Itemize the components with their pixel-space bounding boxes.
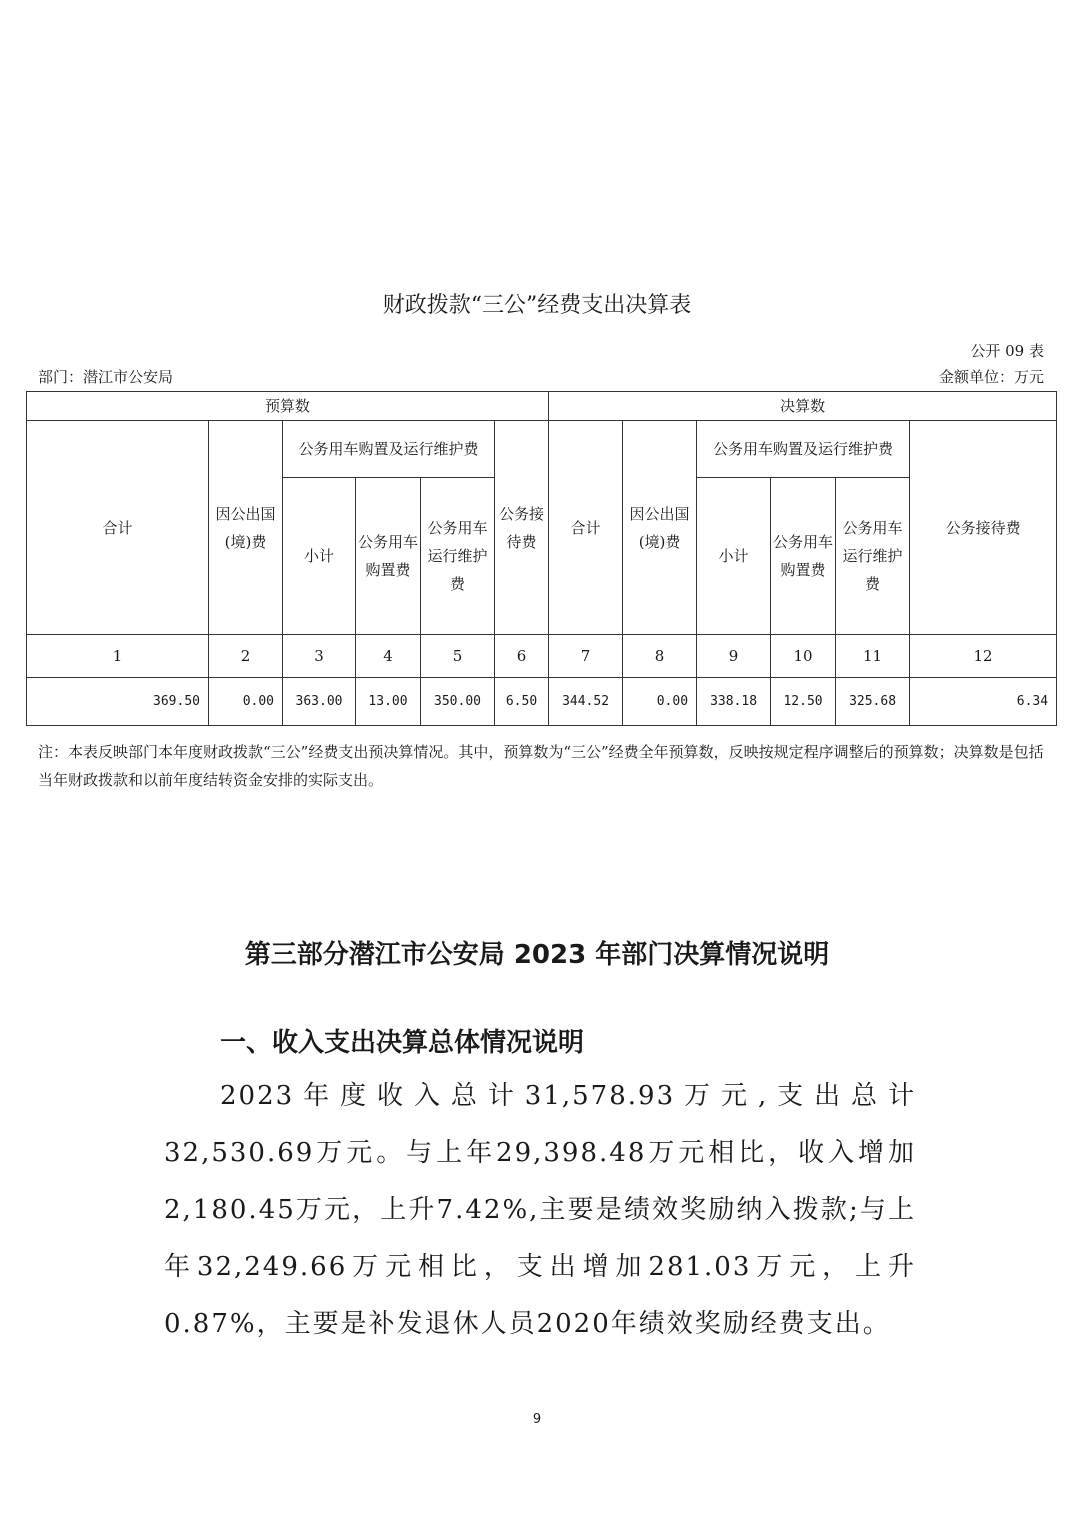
index-cell: 11: [836, 635, 910, 678]
value-cell: 6.34: [910, 678, 1057, 726]
final-vehicle-purchase-header: 公务用车购置费: [771, 478, 836, 635]
index-cell: 7: [549, 635, 623, 678]
page-number: 9: [532, 1412, 542, 1427]
value-row: [27, 678, 1057, 726]
value-cell: 350.00: [421, 678, 495, 726]
department-label: 部门：潜江市公安局: [38, 368, 174, 386]
index-row: [27, 635, 1057, 678]
three-public-expenses-table: [26, 391, 1057, 726]
document-title: 财政拨款“三公”经费支出决算表: [382, 293, 692, 318]
final-group-header: 决算数: [549, 392, 1057, 421]
value-cell: 0.00: [623, 678, 697, 726]
budget-total-header: 合计: [27, 421, 209, 635]
index-cell: 12: [910, 635, 1057, 678]
part-title: 第三部分潜江市公安局 2023 年部门决算情况说明: [244, 940, 830, 970]
value-cell: 338.18: [697, 678, 771, 726]
index-cell: 1: [27, 635, 209, 678]
budget-vehicle-purchase-header: 公务用车购置费: [356, 478, 421, 635]
index-cell: 8: [623, 635, 697, 678]
final-vehicle-group-header: 公务用车购置及运行维护费: [697, 421, 910, 478]
value-cell: 325.68: [836, 678, 910, 726]
index-cell: 6: [495, 635, 549, 678]
unit-label: 金额单位：万元: [938, 368, 1044, 386]
value-cell: 12.50: [771, 678, 836, 726]
final-vehicle-operation-header: 公务用车运行维护费: [836, 478, 910, 635]
value-cell: 6.50: [495, 678, 549, 726]
final-reception-header: 公务接待费: [910, 421, 1057, 635]
budget-abroad-header: 因公出国(境)费: [209, 421, 283, 635]
index-cell: 5: [421, 635, 495, 678]
section-title: 一、收入支出决算总体情况说明: [220, 1028, 585, 1058]
table-note: 注：本表反映部门本年度财政拨款“三公”经费支出预决算情况。其中，预算数为“三公”经费全年预算数，反映按规定程序调整后的预算数；决算数是包括当年财政拨款和以前年度结转资金安排的实际支出。: [38, 743, 1044, 789]
index-cell: 3: [283, 635, 356, 678]
budget-reception-header: 公务接待费: [495, 421, 549, 635]
budget-vehicle-group-header: 公务用车购置及运行维护费: [283, 421, 495, 478]
index-cell: 9: [697, 635, 771, 678]
value-cell: 0.00: [209, 678, 283, 726]
index-cell: 10: [771, 635, 836, 678]
final-abroad-header: 因公出国(境)费: [623, 421, 697, 635]
value-cell: 13.00: [356, 678, 421, 726]
value-cell: 363.00: [283, 678, 356, 726]
table-code: 公开 09 表: [970, 342, 1044, 360]
budget-subtotal-header: 小计: [283, 478, 356, 635]
body-paragraph: 2023年度收入总计31,578.93万元,支出总计32,530.69万元。与上年29,398.48万元相比，收入增加2,180.45万元，上升7.42%,主要是绩效奖励纳入拨款;与上年32,249.66万元相比，支出增加281.03万元，上升0.87%，主要是补发退休人员2020年绩效奖励经费支出。: [164, 1081, 916, 1339]
final-total-header: 合计: [549, 421, 623, 635]
index-cell: 2: [209, 635, 283, 678]
budget-group-header: 预算数: [27, 392, 549, 421]
value-cell: 369.50: [27, 678, 209, 726]
final-subtotal-header: 小计: [697, 478, 771, 635]
index-cell: 4: [356, 635, 421, 678]
budget-vehicle-operation-header: 公务用车运行维护费: [421, 478, 495, 635]
value-cell: 344.52: [549, 678, 623, 726]
